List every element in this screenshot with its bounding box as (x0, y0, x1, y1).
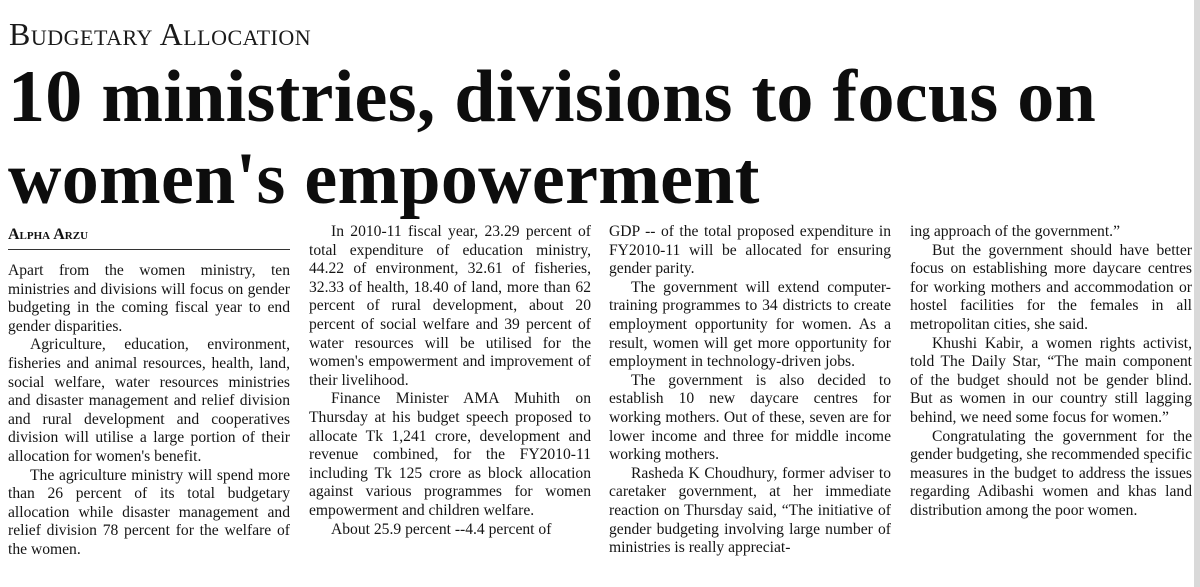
paragraph: In 2010-11 fiscal year, 23.29 percent of total expenditure of education ministry, 44.22 of environment, 32.61 of fisheries, 32.33 of health, 18.40 of land, more than 62 percent of rural development, about 20 percent of social welfare and 39 percent of water resources will be utilised for the women's empowerment and improvement of their livelihood. (309, 223, 591, 389)
paragraph: ing approach of the government.” (910, 223, 1121, 240)
paragraph: The agriculture ministry will spend more than 26 percent of its total budgetary allocation while disaster management and relief division 78 percent for the welfare of the women. (8, 466, 290, 558)
paragraph: Khushi Kabir, a women rights activist, told The Daily Star, “The main component of the budget should not be gender blind. But as women in our country still lagging behind, we need some focus for women.” (910, 334, 1192, 426)
paragraph: Rasheda K Choudhury, former adviser to caretaker government, at her immediate reaction on Thursday said, “The initiative of gender budgeting involving large number of ministries is really appreciat- (609, 464, 891, 557)
article-column-1 (8, 262, 290, 560)
paragraph: But the government should have better focus on establishing more daycare centres for working mothers and accommodation or hostel facilities for the females in all metropolitan cities, she said. (910, 241, 1192, 333)
article-column-2 (309, 223, 591, 539)
byline: Alpha Arzu (8, 224, 290, 250)
article-column-4 (910, 223, 1192, 521)
paragraph: Agriculture, education, environment, fisheries and animal resources, health, land, social welfare, water resources ministries and disaster management and relief division and rural development and cooperatives division will utilise a large portion of their allocation for women's benefit. (8, 336, 290, 465)
article-column-3 (609, 223, 891, 558)
paragraph: Finance Minister AMA Muhith on Thursday at his budget speech proposed to allocate Tk 1,241 crore, development and revenue combined, for the FY2010-11 including Tk 125 crore as block allocation against various programmes for women empowerment and children welfare. (309, 390, 591, 519)
paragraph: Apart from the women ministry, ten ministries and divisions will focus on gender budgeting in the coming fiscal year to end gender disparities. (8, 262, 290, 335)
headline-line-1: 10 ministries, divisions to focus on (8, 56, 1097, 138)
paragraph: GDP -- of the total proposed expenditure in FY2010-11 will be allocated for ensuring gender parity. (609, 223, 891, 278)
section-kicker: Budgetary Allocation (9, 16, 312, 52)
page-edge (1194, 0, 1200, 587)
headline-line-2: women's empowerment (8, 138, 760, 220)
headline (8, 56, 1198, 220)
paragraph: The government will extend computer-training programmes to 34 districts to create employment opportunity for women. As a result, women will get more opportunity for employment in technology-driven jobs. (609, 278, 891, 371)
paragraph: About 25.9 percent --4.4 percent of (331, 520, 552, 538)
paragraph: Congratulating the government for the gender budgeting, she recommended specific measures in the budget to address the issues regarding Adibashi women and khas land distribution among the poor women. (910, 427, 1192, 519)
paragraph: The government is also decided to establish 10 new daycare centres for working mothers. Out of these, seven are for lower income and three for middle income working mothers. (609, 371, 891, 464)
